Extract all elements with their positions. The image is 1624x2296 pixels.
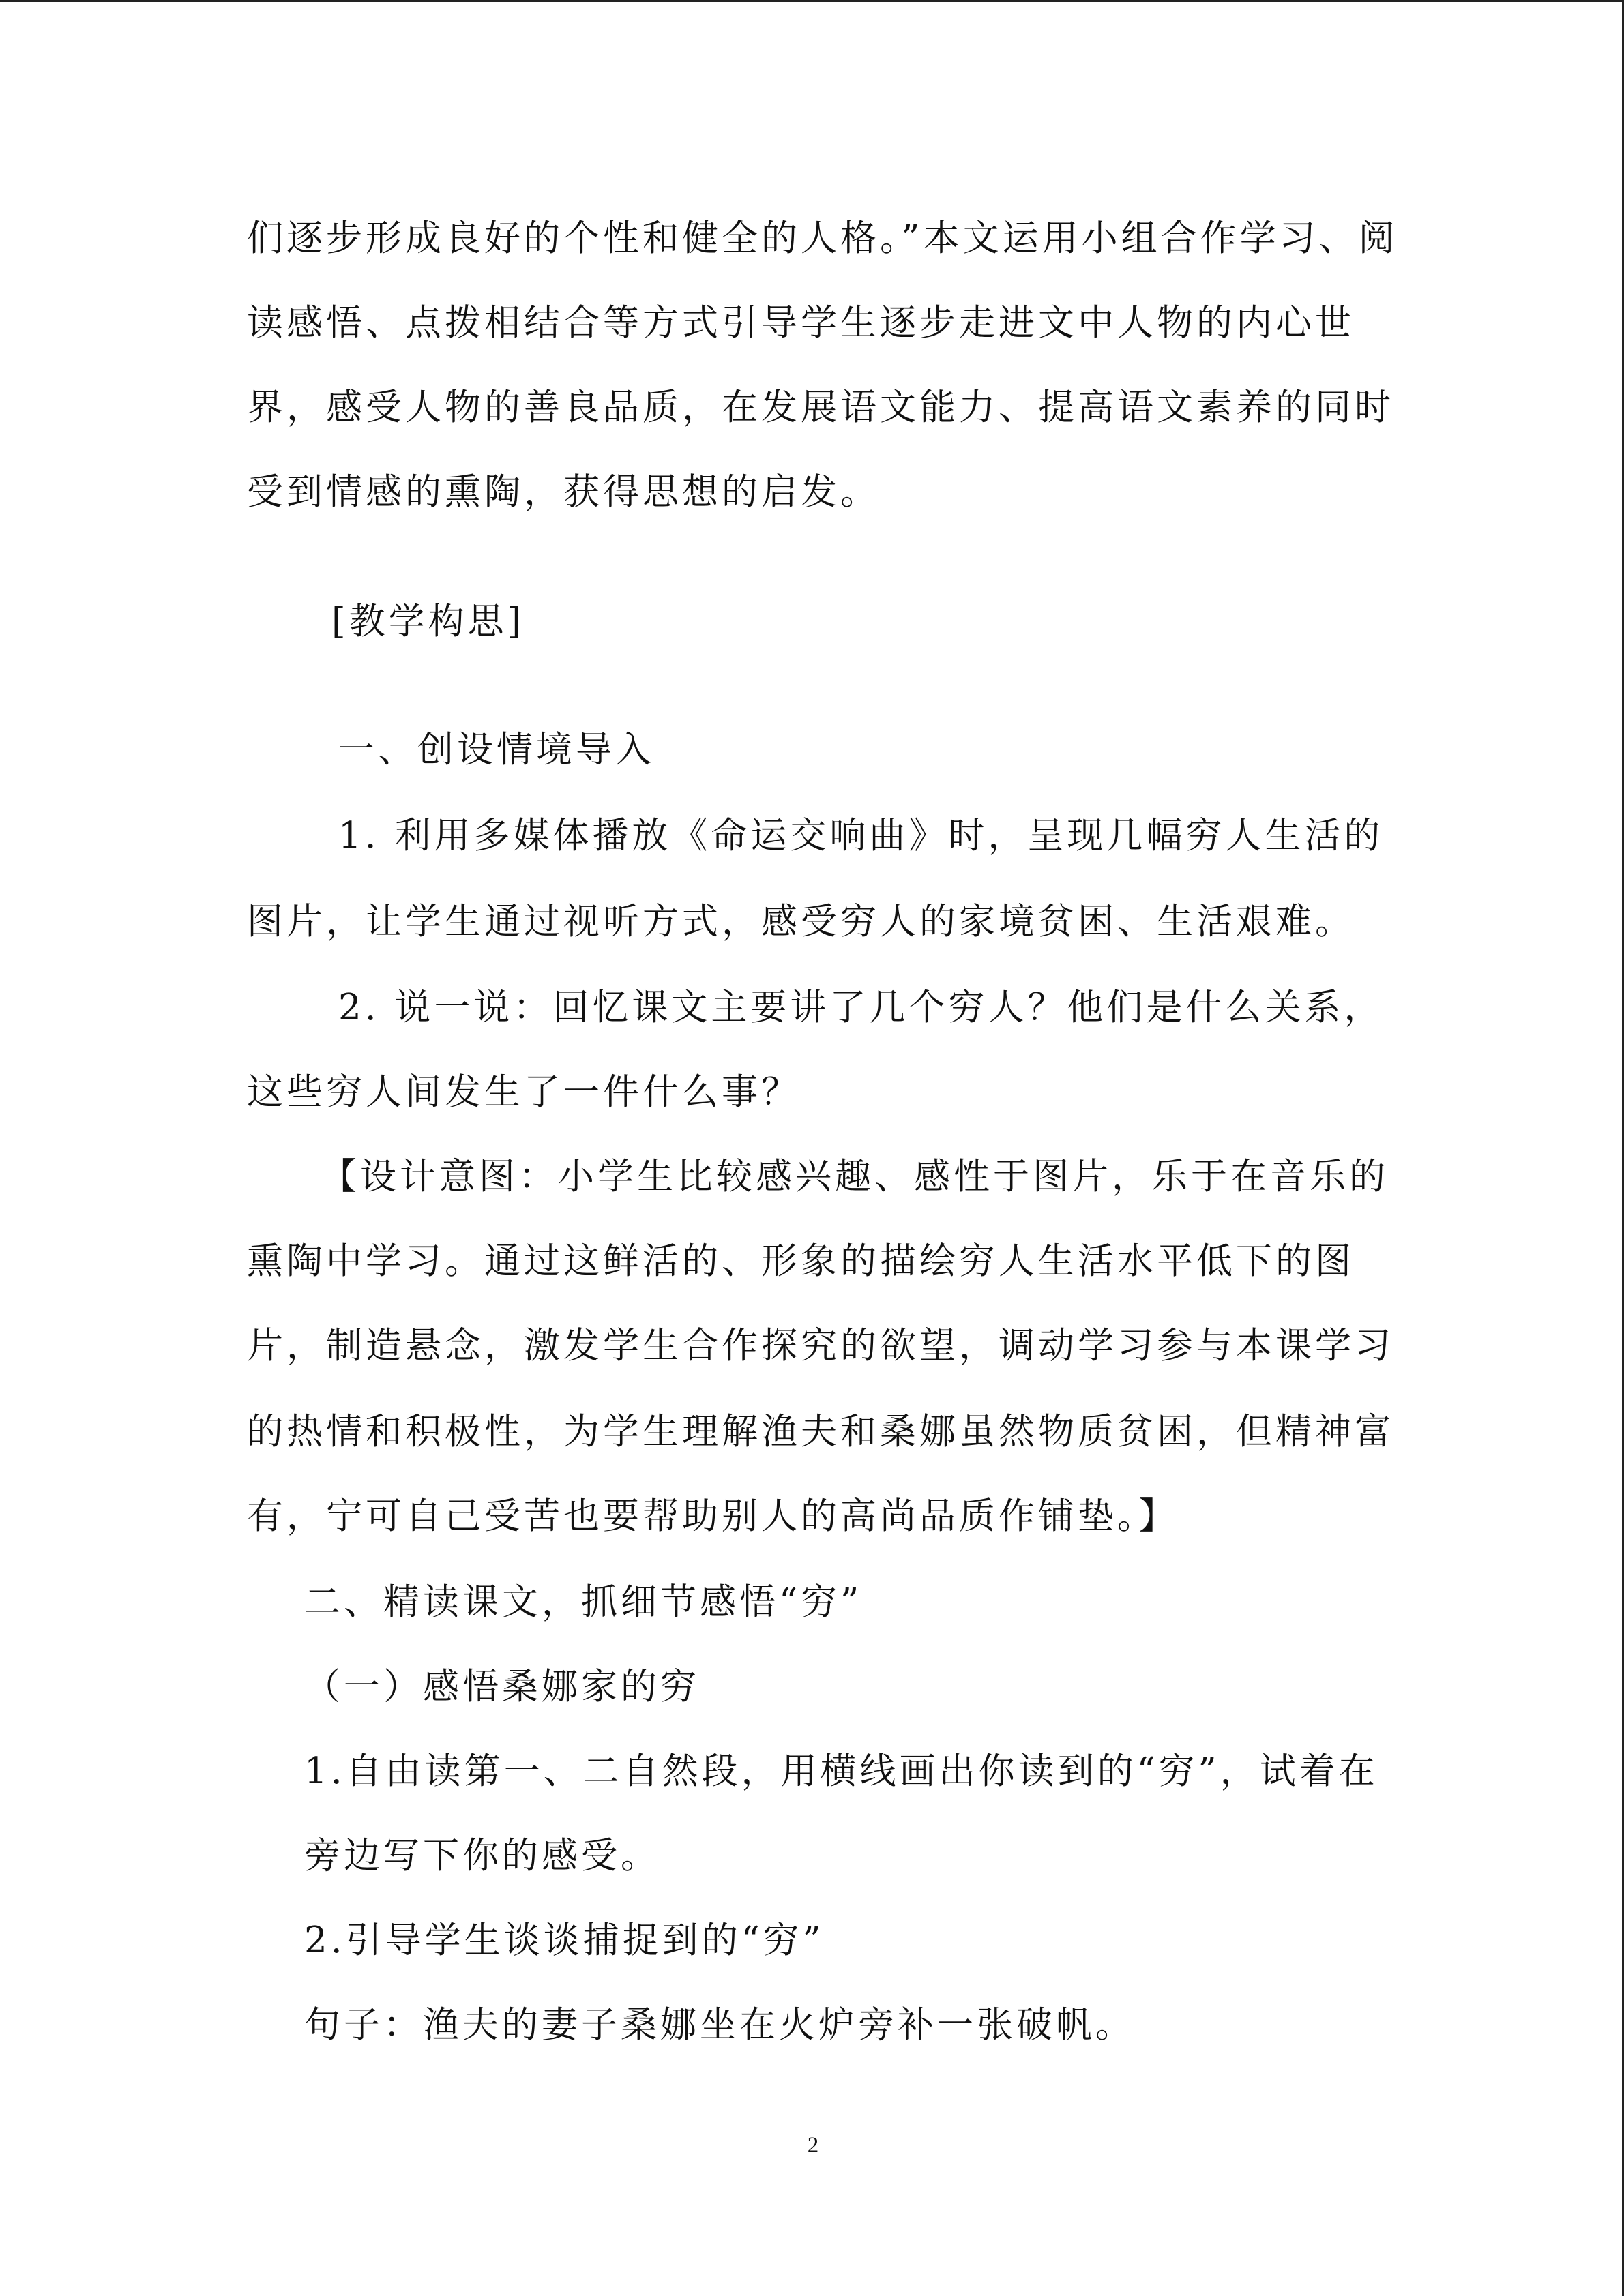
design-intent-line-5: 有，宁可自己受苦也要帮助别人的高尚品质作铺垫。】 — [247, 1495, 1179, 1537]
intro-line-2: 读感悟、点拨相结合等方式引导学生逐步走进文中人物的内心世 — [247, 302, 1355, 344]
intro-line-4: 受到情感的熏陶，获得思想的启发。 — [247, 471, 880, 513]
section-heading: [教学构思] — [331, 601, 525, 642]
sentence-line: 句子：渔夫的妻子桑娜坐在火炉旁补一张破帆。 — [304, 2004, 1135, 2046]
sub1-heading: （一）感悟桑娜家的穷 — [304, 1666, 700, 1708]
intro-line-1: 们逐步形成良好的个性和健全的人格。”本文运用小组合作学习、阅 — [247, 218, 1398, 259]
design-intent-line-4: 的热情和积极性，为学生理解渔夫和桑娜虽然物质贫困，但精神富 — [247, 1411, 1394, 1452]
design-intent-line-2: 熏陶中学习。通过这鲜活的、形象的描绘穷人生活水平低下的图 — [247, 1240, 1355, 1282]
design-intent-line-1: 【设计意图：小学生比较感兴趣、感性于图片，乐于在音乐的 — [321, 1156, 1389, 1197]
item1-line-1: 1. 利用多媒体播放《命运交响曲》时，呈现几幅穷人生活的 — [338, 815, 1384, 856]
item2-line-1: 2. 说一说：回忆课文主要讲了几个穷人？他们是什么关系， — [338, 987, 1384, 1028]
page-border-top — [0, 0, 1624, 2]
step1-line-1: 1.自由读第一、二自然段，用横线画出你读到的“穷”，试着在 — [304, 1750, 1378, 1792]
part1-heading: 一、创设情境导入 — [338, 729, 655, 771]
part2-heading: 二、精读课文，抓细节感悟“穷” — [304, 1581, 863, 1623]
step2-line: 2.引导学生谈谈捕捉到的“穷” — [304, 1920, 825, 1961]
step1-line-2: 旁边写下你的感受。 — [304, 1835, 660, 1877]
intro-line-3: 界，感受人物的善良品质，在发展语文能力、提高语文素养的同时 — [247, 387, 1394, 428]
page-number: 2 — [807, 2133, 819, 2158]
item2-line-2: 这些穷人间发生了一件什么事？ — [247, 1071, 801, 1113]
design-intent-line-3: 片，制造悬念，激发学生合作探究的欲望，调动学习参与本课学习 — [247, 1325, 1394, 1367]
item1-line-2: 图片，让学生通过视听方式，感受穷人的家境贫困、生活艰难。 — [247, 901, 1355, 942]
